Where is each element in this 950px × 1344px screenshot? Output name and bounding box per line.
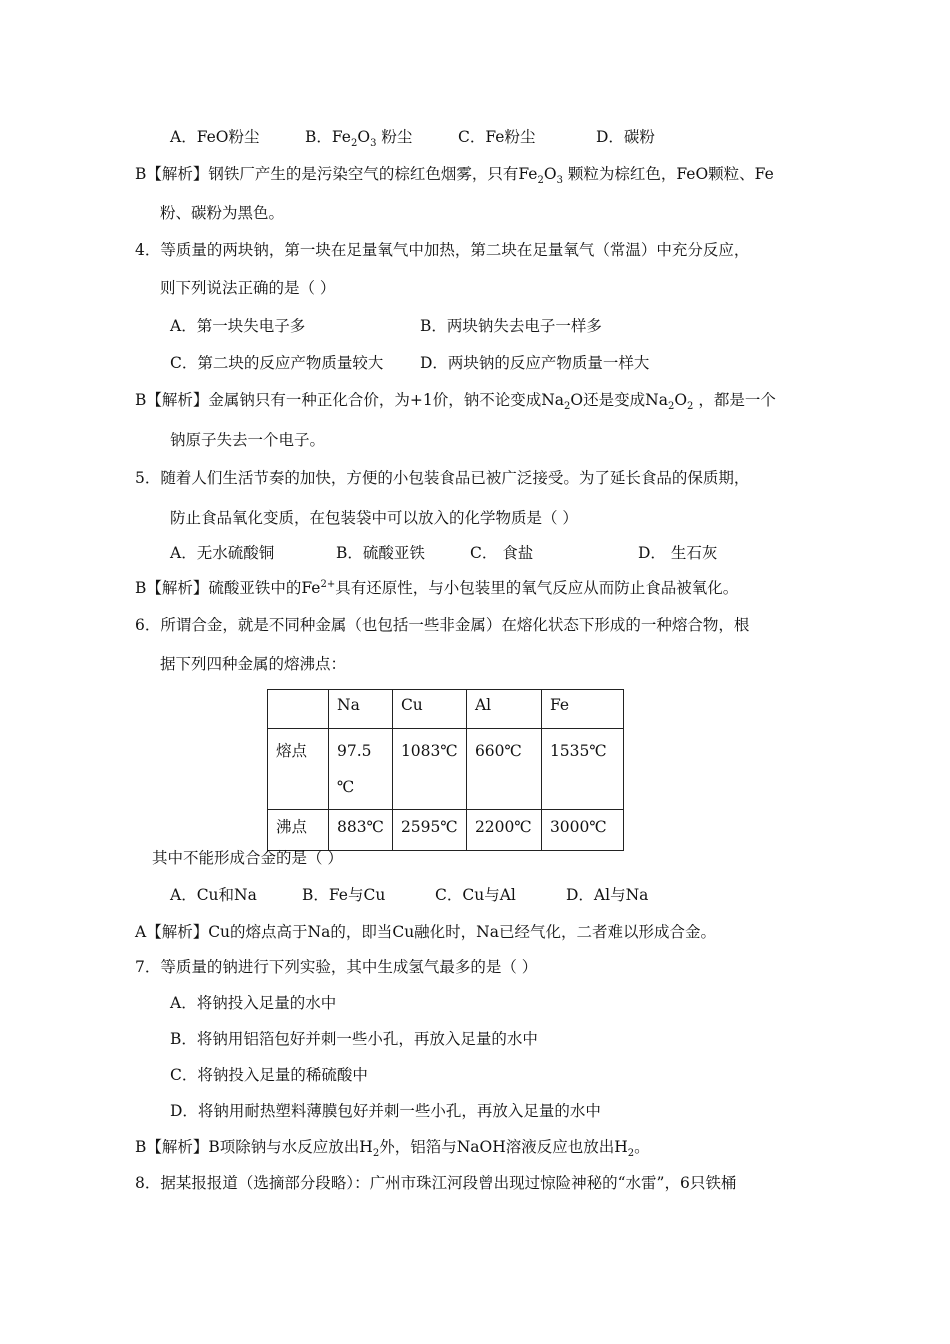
table-header-al: Al xyxy=(466,690,541,729)
q5-option-c: C． 食盐 xyxy=(470,544,534,562)
q7-option-a: A．将钠投入足量的水中 xyxy=(170,994,337,1012)
q5-option-a: A．无水硫酸铜 xyxy=(170,544,275,562)
q4-option-b: B．两块钠失去电子一样多 xyxy=(420,317,602,335)
q3-option-d: D．碳粉 xyxy=(596,128,655,146)
melting-cu: 1083℃ xyxy=(392,729,466,810)
q5-stem-line2: 防止食品氧化变质，在包装袋中可以放入的化学物质是（ ） xyxy=(170,509,578,527)
q5-stem-line1: 5．随着人们生活节奏的加快，方便的小包装食品已被广泛接受。为了延长食品的保质期， xyxy=(135,469,750,487)
q6-stem-line1: 6．所谓合金，就是不同种金属（也包括一些非金属）在熔化状态下形成的一种熔合物，根 xyxy=(135,616,750,634)
table-corner-cell xyxy=(268,690,329,729)
q4-answer-line1: B【解析】金属钠只有一种正化合价，为+1价，钠不论变成$Na_2O$还是变成$Na_2O_2$ ，都是一个 xyxy=(135,391,776,413)
q6-stem-line3: 其中不能形成合金的是（ ） xyxy=(152,849,343,867)
q4-option-d: D．两块钠的反应产物质量一样大 xyxy=(420,354,650,372)
q3-answer-line2: 粉、碳粉为黑色。 xyxy=(160,204,285,222)
q4-stem-line2: 则下列说法正确的是（ ） xyxy=(160,279,336,297)
boiling-fe: 3000℃ xyxy=(541,810,623,851)
table-header-row xyxy=(268,690,624,729)
q8-stem-line1: 8．据某报报道（选摘部分段略）：广州市珠江河段曾出现过惊险神秘的“水雷”，6只铁桶 xyxy=(135,1174,737,1192)
q7-option-b: B．将钠用铝箔包好并刺一些小孔，再放入足量的水中 xyxy=(170,1030,538,1048)
q4-option-c: C．第二块的反应产物质量较大 xyxy=(170,354,384,372)
q7-option-d: D．将钠用耐热塑料薄膜包好并刺一些小孔，再放入足量的水中 xyxy=(170,1102,601,1120)
q6-stem-line2: 据下列四种金属的熔沸点： xyxy=(160,655,347,673)
table-row-boiling xyxy=(268,810,624,851)
q4-option-a: A．第一块失电子多 xyxy=(170,317,306,335)
melting-na: 97.5 ℃ xyxy=(329,729,393,810)
q4-answer-line2: 钠原子失去一个电子。 xyxy=(170,431,326,449)
table-header-cu: Cu xyxy=(392,690,466,729)
table-row-melting xyxy=(268,729,624,810)
melting-boiling-table xyxy=(267,689,624,851)
q3-answer-line1: B【解析】钢铁厂产生的是污染空气的棕红色烟雾，只有$Fe_2O_3$ 颗粒为棕红色，FeO颗粒、Fe xyxy=(135,165,774,187)
q3-option-b: B．$Fe_2O_3$ 粉尘 xyxy=(305,128,413,150)
melting-label: 熔点 xyxy=(268,729,329,810)
table-header-na: Na xyxy=(329,690,393,729)
q5-option-b: B．硫酸亚铁 xyxy=(336,544,425,562)
melting-al: 660℃ xyxy=(466,729,541,810)
q3-option-a: A．FeO粉尘 xyxy=(170,128,260,146)
table-header-fe: Fe xyxy=(541,690,623,729)
q5-option-d: D． 生石灰 xyxy=(638,544,718,562)
q7-stem: 7．等质量的钠进行下列实验，其中生成氢气最多的是（ ） xyxy=(135,958,538,976)
q3-option-c: C．Fe粉尘 xyxy=(458,128,536,146)
q6-option-d: D．Al与Na xyxy=(566,886,649,904)
q6-answer: A【解析】Cu的熔点高于Na的，即当Cu融化时，Na已经气化，二者难以形成合金。 xyxy=(135,923,716,941)
boiling-al: 2200℃ xyxy=(466,810,541,851)
q6-option-b: B．Fe与Cu xyxy=(302,886,386,904)
boiling-cu: 2595℃ xyxy=(392,810,466,851)
q7-option-c: C．将钠投入足量的稀硫酸中 xyxy=(170,1066,368,1084)
melting-fe: 1535℃ xyxy=(541,729,623,810)
boiling-na: 883℃ xyxy=(329,810,393,851)
q6-option-c: C．Cu与Al xyxy=(435,886,516,904)
boiling-label: 沸点 xyxy=(268,810,329,851)
q7-answer: B【解析】B项除钠与水反应放出$H_2$外，铝箔与NaOH溶液反应也放出$H_2$。 xyxy=(135,1138,650,1160)
q5-answer: B【解析】硫酸亚铁中的$Fe^{2+}$具有还原性，与小包装里的氧气反应从而防止食品被氧化。 xyxy=(135,578,739,597)
q6-option-a: A．Cu和Na xyxy=(170,886,257,904)
q4-stem-line1: 4．等质量的两块钠，第一块在足量氧气中加热，第二块在足量氧气（常温）中充分反应， xyxy=(135,241,750,259)
